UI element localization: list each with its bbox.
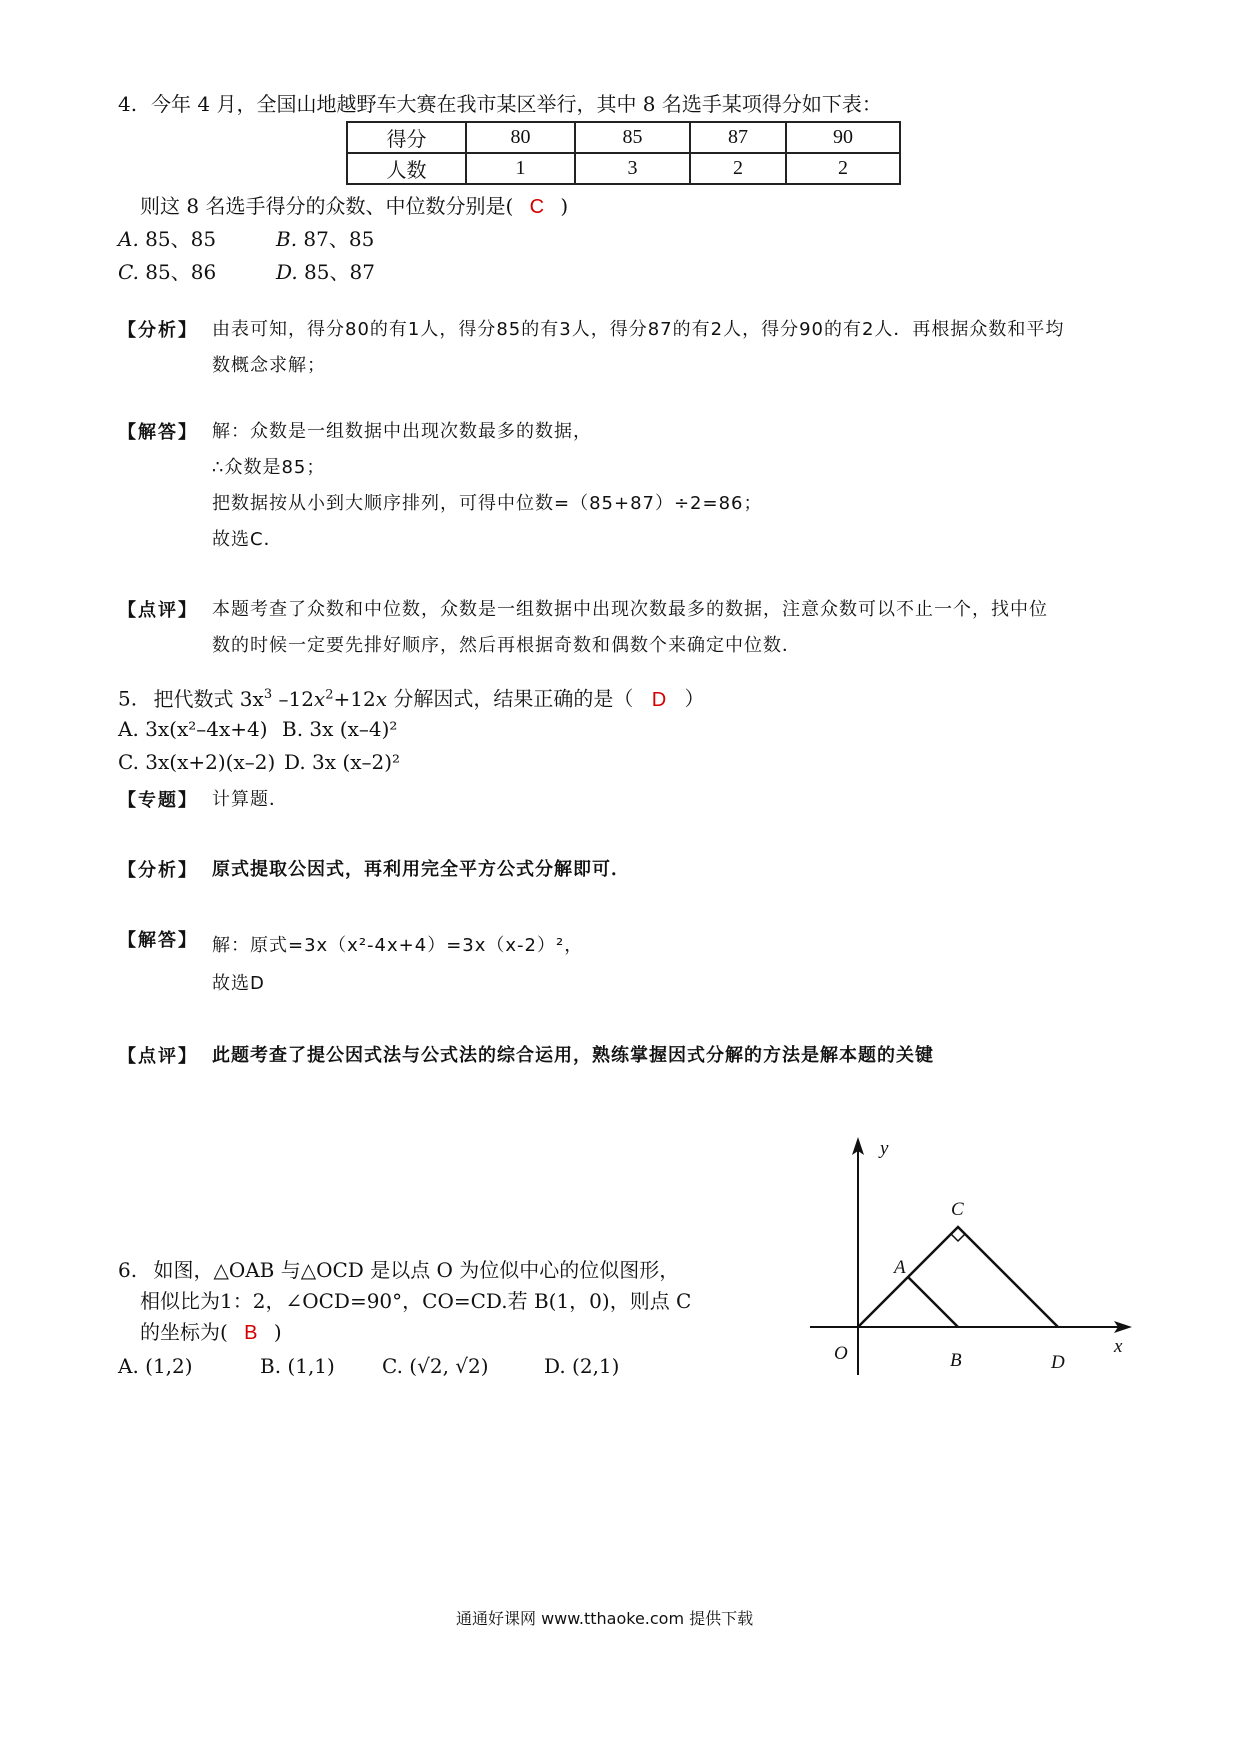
q4-solution-tag: 【解答】 (118, 422, 198, 443)
q4-analysis-line2: 数概念求解； (212, 355, 326, 376)
label-o: O (834, 1343, 848, 1364)
q6-figure (810, 1135, 1140, 1395)
table-cell: 3 (575, 153, 690, 184)
q5-stem-pre: 把代数式 3x (153, 686, 264, 711)
q6-stem-close: ) (273, 1320, 282, 1344)
q4-question-close: ) (560, 194, 569, 218)
table-cell: 1 (466, 153, 575, 184)
q6-answer: B (244, 1322, 258, 1344)
q6-option-c: C. (√2, √2) (382, 1354, 489, 1378)
table-cell: 80 (466, 122, 575, 153)
table-cell: 得分 (347, 122, 466, 153)
q4-solution-line4: 故选C． (212, 529, 283, 550)
label-x: x (1114, 1336, 1123, 1357)
q5-expression: $-12x^2+12x$ (272, 686, 387, 711)
q6-option-b: B. (1,1) (260, 1354, 335, 1378)
table-cell: 87 (690, 122, 786, 153)
q5-number: 5. (118, 686, 138, 711)
q4-score-table (346, 121, 901, 185)
q6-option-a: A. (1,2) (118, 1354, 193, 1378)
q5-solution-tag: 【解答】 (118, 930, 198, 951)
q4-number: 4. (118, 92, 138, 116)
option-text: 85、87 (297, 260, 375, 284)
segment-ab (908, 1277, 958, 1327)
label-d: D (1051, 1352, 1065, 1373)
option-letter: A. (118, 227, 139, 251)
q5-topic: 计算题． (212, 789, 288, 810)
q4-solution-line1: 解：众数是一组数据中出现次数最多的数据， (212, 421, 592, 442)
table-cell: 2 (786, 153, 900, 184)
q5-analysis: 原式提取公因式，再利用完全平方公式分解即可． (212, 859, 630, 880)
option-text: 85、86 (138, 260, 217, 284)
q4-comment-line2: 数的时候一定要先排好顺序，然后再根据奇数和偶数个来确定中位数． (212, 635, 801, 656)
q4-solution-line3: 把数据按从小到大顺序排列，可得中位数=（85+87）÷2=86； (212, 493, 763, 514)
q6-stem-text3: 的坐标为( (140, 1320, 228, 1344)
q4-question-text: 则这 8 名选手得分的众数、中位数分别是( (140, 194, 514, 218)
q5-option-d: D. 3x (x–2)² (284, 750, 401, 774)
q4-comment-tag: 【点评】 (118, 600, 198, 621)
q4-question (140, 192, 568, 221)
option-text: 87、85 (297, 227, 375, 251)
q5-comment-tag: 【点评】 (118, 1046, 198, 1067)
q5-topic-tag: 【专题】 (118, 790, 198, 811)
label-b: B (950, 1350, 962, 1371)
label-a: A (894, 1257, 906, 1278)
q5-option-a: A. 3x(x²–4x+4) (118, 717, 268, 741)
option-letter: B. (276, 227, 298, 251)
q5-solution-line2: 故选D (212, 973, 265, 994)
q4-analysis-tag: 【分析】 (118, 320, 198, 341)
option-letter: D. (276, 260, 298, 284)
footer-text: 通通好课网 www.tthaoke.com 提供下载 (456, 1609, 754, 1628)
q4-option-d (276, 258, 375, 286)
q5-comment: 此题考查了提公因式法与公式法的综合运用，熟练掌握因式分解的方法是解本题的关键 (212, 1045, 934, 1066)
option-letter: C. (118, 260, 139, 284)
q4-option-a (118, 225, 216, 253)
table-cell: 90 (786, 122, 900, 153)
q5-solution-line1: 解：原式=3x（x²-4x+4）=3x（x-2）²， (212, 935, 584, 956)
option-text: 85、85 (138, 227, 217, 251)
table-cell: 85 (575, 122, 690, 153)
q6-number: 6. (118, 1258, 138, 1282)
right-angle-marker (951, 1227, 965, 1241)
label-c: C (951, 1199, 964, 1220)
q5-option-b: B. 3x (x–4)² (282, 717, 398, 741)
q4-comment-line1: 本题考查了众数和中位数，众数是一组数据中出现次数最多的数据，注意众数可以不止一个，找中位 (212, 599, 1048, 620)
q6-option-d: D. (2,1) (544, 1354, 620, 1378)
table-cell: 2 (690, 153, 786, 184)
q4-option-c (118, 258, 216, 286)
q4-option-b (276, 225, 374, 253)
label-y: y (880, 1138, 889, 1159)
q5-stem-post: 分解因式，结果正确的是（ (386, 686, 634, 711)
q5-option-c: C. 3x(x+2)(x–2) (118, 750, 276, 774)
q4-stem: 今年 4 月，全国山地越野车大赛在我市某区举行，其中 8 名选手某项得分如下表： (151, 92, 882, 116)
q5-analysis-tag: 【分析】 (118, 860, 198, 881)
q4-solution-line2: ∴众数是85； (212, 457, 326, 478)
q5-answer-close: ） (684, 686, 705, 711)
table-cell: 人数 (347, 153, 466, 184)
q6-stem-text1: 如图，△OAB 与△OCD 是以点 O 为位似中心的位似图形， (153, 1258, 680, 1282)
q6-stem-line2: 相似比为1：2，∠OCD=90°，CO=CD.若 B(1，0)，则点 C (140, 1289, 692, 1313)
q6-stem-line3 (140, 1318, 282, 1347)
table-row (347, 153, 900, 184)
table-row (347, 122, 900, 153)
q5-stem: 5. 把代数式 $3x^3$ $-12x^2+12x$ 分解因式，结果正确的是（ D ） (118, 686, 705, 711)
q4-answer: C (529, 196, 545, 218)
q5-answer: D (651, 688, 667, 711)
q4-analysis-line1: 由表可知，得分80的有1人，得分85的有3人，得分87的有2人，得分90的有2人．再根据众数和平均 (212, 319, 1065, 340)
q6-stem-line1 (118, 1256, 679, 1284)
